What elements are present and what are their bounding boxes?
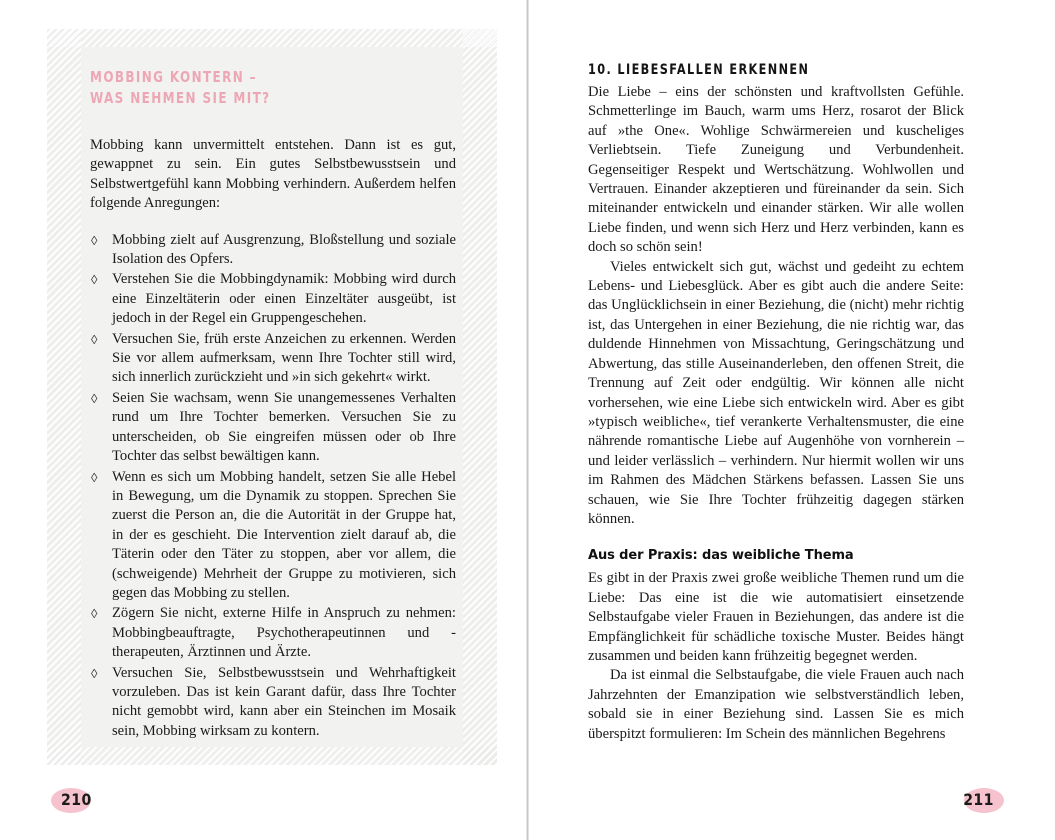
list-item [90,270,456,328]
diamond-bullet-icon: ◊ [91,606,98,622]
diamond-bullet-icon: ◊ [91,331,98,347]
list-item [90,604,456,662]
hatch-texture-bottom [47,747,497,765]
tips-list [90,231,456,742]
list-item [90,468,456,604]
list-item-text: Zögern Sie nicht, externe Hilfe in Anspruch zu nehmen: Mobbingbeauftragte, Psychotherapeutinnen und -therapeuten, Ärztinnen und Ärzte. [112,605,456,661]
diamond-bullet-icon: ◊ [91,390,98,406]
tip-box-title-line-2: WAS NEHMEN SIE MIT? [90,89,271,107]
body-paragraph: Da ist einmal die Selbstaufgabe, die viele Frauen auch nach Jahrzehnten der Emanzipation wie selbstverständlich leben, sobald sie in einer Beziehung sind. Lassen Sie es mich überspitzt formulieren: Im Schein des männlichen Begehrens [588,667,964,742]
tip-box-intro-paragraph [90,136,456,214]
tip-box-title [90,67,405,109]
page-number: 210 [61,790,92,809]
page-folio-left [47,786,123,816]
hatch-texture-top [47,29,497,47]
diamond-bullet-icon: ◊ [91,232,98,248]
diamond-bullet-icon: ◊ [91,665,98,681]
body-paragraph: Die Liebe – eins der schönsten und kraftvollsten Gefühle. Schmetterlinge im Bauch, warm ums Herz, rosarot der Blick auf »the One«. Wohlige Schwärmereien und kuscheliges Verliebtsein. Tiefe Zuneigung und Verbundenheit. Gegenseitiger Respekt und Wertschätzung. Wohlwollen und Vertrauen. Einander akzeptieren und füreinander da sein. Sich miteinander entwickeln und einander stärken. Wir alle wollen Liebe finden, und wenn sich Herz und Herz verbinden, kann es doch so schön sein! [588,84,964,256]
list-item [90,231,456,270]
tip-box [47,29,497,765]
list-item [90,330,456,388]
list-item-text: Wenn es sich um Mobbing handelt, setzen Sie alle Hebel in Bewegung, um die Dynamik zu stoppen. Sprechen Sie zuerst die Person an, die die Autorität in der Gruppe hat, in der es geschieht. Die Intervention zielt darauf ab, die Täterin oder den Täter zu stoppen, aber vor allem, die (schweigende) Mehrheit der Gruppe zu motivieren, sich gegen das Mobbing zu stellen. [112,468,456,601]
diamond-bullet-icon: ◊ [91,272,98,288]
hatch-texture-right [463,29,497,765]
tip-box-content [90,67,456,742]
right-page [527,0,1055,840]
list-item-text: Versuchen Sie, früh erste Anzeichen zu erkennen. Werden Sie vor allem aufmerksam, wenn Ihre Tochter still wird, sich innerlich zurückzieht und »in sich gekehrt« wirkt. [112,330,456,386]
body-paragraph: Es gibt in der Praxis zwei große weibliche Themen rund um die Liebe: Das eine ist die wie automatisiert einsetzende Selbstaufgabe vieler Frauen in Beziehungen, das andere ist die Empfänglichkeit für schädliche toxische Muster. Beides hängt zusammen und beiden kann frühzeitig begegnet werden. [588,570,964,664]
list-item-text: Seien Sie wachsam, wenn Sie unangemessenes Verhalten rund um Ihre Tochter bemerken. Versuchen Sie zu unterscheiden, ob Sie eingreifen müssen oder ob Ihre Tochter das selbst bewältigen kann. [112,389,456,465]
diamond-bullet-icon: ◊ [91,469,98,485]
tip-box-title-line-1: MOBBING KONTERN – [90,68,258,86]
chapter-heading: 10. LIEBESFALLEN ERKENNEN [588,61,810,78]
left-page [0,0,526,840]
intro-text: Mobbing kann unvermittelt entstehen. Dann ist es gut, gewappnet zu sein. Ein gutes Selbstbewusstsein und Selbstwertgefühl kann Mobbing verhindern. Außerdem helfen folgende Anregungen: [90,137,456,212]
list-item-text: Versuchen Sie, Selbstbewusstsein und Wehrhaftigkeit vorzuleben. Das ist kein Garant dafür, dass Ihre Tochter nicht gemobbt wird, kann aber ein Steinchen im Mosaik sein, Mobbing wirksam zu kontern. [112,664,456,739]
list-item-text: Verstehen Sie die Mobbingdynamik: Mobbing wird durch eine Einzeltäterin oder einen Einzeltäter ausgeübt, ist jedoch in der Regel ein Gruppengeschehen. [112,271,456,327]
page-number: 211 [963,790,994,809]
list-item [90,389,456,467]
list-item-text: Mobbing zielt auf Ausgrenzung, Bloßstellung und soziale Isolation des Opfers. [112,231,456,268]
body-paragraph: Vieles entwickelt sich gut, wächst und gedeiht zu echtem Lebens- und Liebesglück. Aber es gibt auch die andere Seite: das Unglücklichsein in einer Beziehung, die (nicht) mehr richtig ist, das Untergehen in einer Beziehung, die nie richtig war, das duldende Hinnehmen von Missachtung, Geringschätzung und Abwertung, das stille Auseinanderleben, den offenen Streit, die Trennung auf Zeit oder endgültig. Wir können alle nicht vorhersehen, wie eine Liebe sich entwickeln wird. Aber es gibt »typisch weibliche«, tief verankerte Verhaltensmuster, die eine nährende romantische Liebe auf Augenhöhe von vornherein – und leider verlässlich – verhindern. Nur hiermit wollen wir uns im Rahmen des Mädchen Stärkens befassen. Lassen Sie uns schauen, wie Sie Ihre Tochter frühzeitig dagegen stärken können. [588,258,964,527]
section-subheading: Aus der Praxis: das weibliche Thema [588,548,854,564]
list-item [90,664,456,742]
right-page-content [588,60,964,744]
hatch-texture-left [47,29,81,765]
page-folio-right [932,786,1008,816]
